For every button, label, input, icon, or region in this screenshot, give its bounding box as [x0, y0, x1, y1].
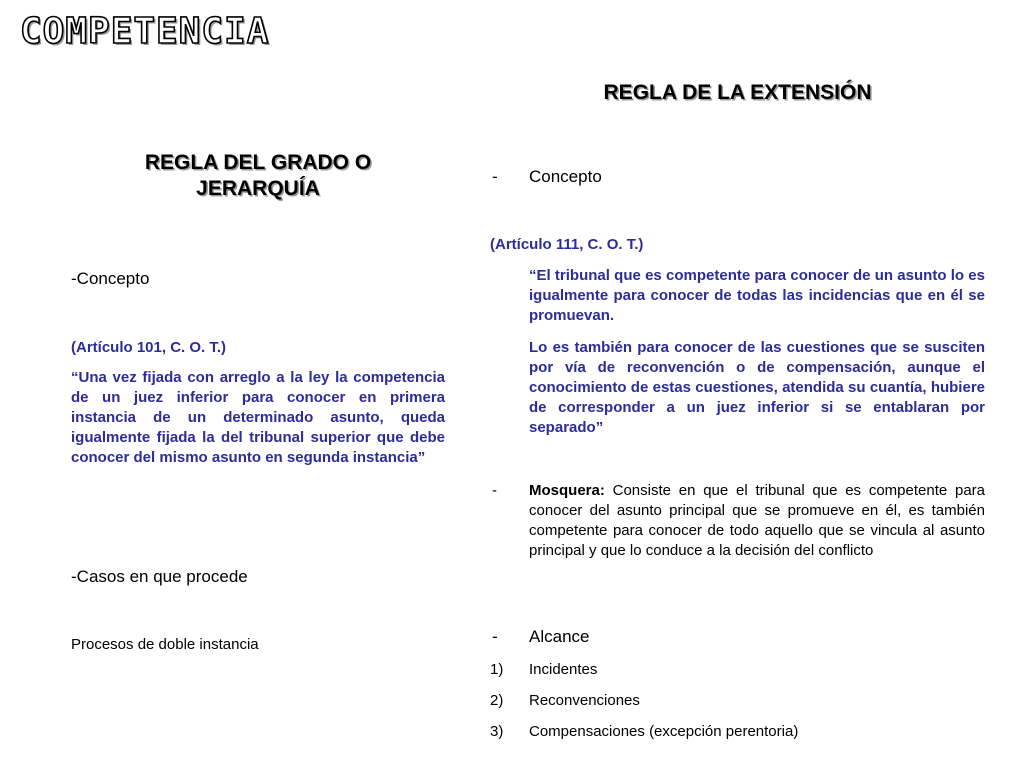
- left-articulo: (Artículo 101, C. O. T.): [71, 339, 227, 356]
- bullet-dash: -: [492, 627, 498, 646]
- right-mosquera-row: [492, 481, 985, 561]
- list-number: 2): [490, 692, 504, 709]
- list-number: 3): [490, 723, 504, 740]
- left-concepto: -Concepto: [71, 269, 150, 288]
- right-heading: REGLA DE LA EXTENSIÓN: [603, 81, 872, 104]
- right-concepto-row: [492, 167, 792, 189]
- bullet-dash: -: [492, 482, 497, 499]
- mosquera-text: Consiste en que el tribunal que es competente para conocer del asunto principal que se promueve en él, es también competente para conocer de todo aquello que se vincula al asunto principal y que lo conduce a la decisión del conflicto: [529, 482, 986, 559]
- list-text: Incidentes: [529, 661, 598, 678]
- mosquera-label: Mosquera:: [529, 482, 605, 499]
- list-item: [490, 691, 890, 711]
- page-title: COMPETENCIA: [20, 11, 270, 52]
- bullet-dash: -: [492, 167, 498, 186]
- right-concepto: Concepto: [529, 167, 602, 186]
- right-alcance-row: [492, 627, 792, 649]
- list-text: Reconvenciones: [529, 692, 640, 709]
- list-item: [490, 660, 890, 680]
- left-casos: -Casos en que procede: [71, 567, 248, 586]
- right-quote-2: Lo es también para conocer de las cuestiones que se susciten por vía de reconvención o de compensación, aunque el conocimiento de estas cuestiones, atendida su cuantía, hubiere de corresponder a un juez inferior si se entablaran por separado”: [529, 339, 985, 436]
- right-alcance: Alcance: [529, 627, 590, 646]
- right-articulo: (Artículo 111, C. O. T.): [490, 236, 644, 253]
- list-number: 1): [490, 661, 504, 678]
- list-item: [490, 722, 910, 742]
- right-quote-1: “El tribunal que es competente para conocer de un asunto lo es igualmente para conocer de todas las incidencias que en él se promuevan.: [529, 267, 985, 324]
- right-mosquera: [529, 481, 985, 561]
- list-text: Compensaciones (excepción perentoria): [529, 723, 799, 740]
- left-quote: “Una vez fijada con arreglo a la ley la competencia de un juez inferior para conocer en primera instancia de un determinado asunto, queda igualmente fijada la del tribunal superior que debe conocer del mismo asunto en segunda instancia”: [71, 369, 445, 466]
- left-procesos: Procesos de doble instancia: [71, 636, 259, 653]
- left-heading: REGLA DEL GRADO O JERARQUÍA: [144, 151, 372, 201]
